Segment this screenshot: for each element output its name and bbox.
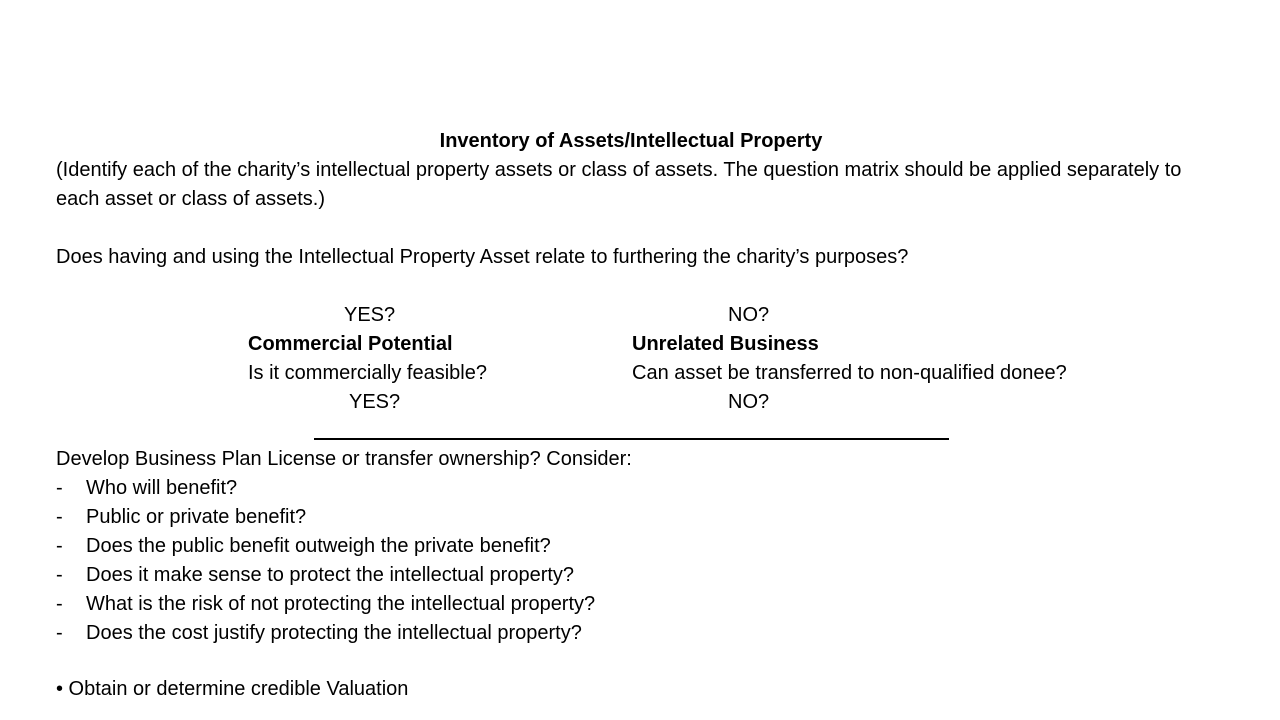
right-answer-no: NO? [728, 304, 770, 326]
right-heading-unrelated-business: Unrelated Business [632, 333, 819, 355]
right-sub-answer-no: NO? [728, 391, 770, 413]
dash-marker: - [56, 593, 63, 615]
left-question-feasible: Is it commercially feasible? [248, 362, 487, 384]
page-title: Inventory of Assets/Intellectual Property [439, 130, 823, 152]
left-sub-answer-yes: YES? [349, 391, 401, 413]
dash-marker: - [56, 477, 63, 499]
intro-instructions: (Identify each of the charity’s intellectual property assets or class of assets. The question matrix should be applied separately to each asset or class of assets.) [56, 159, 1182, 210]
dash-marker: - [56, 622, 63, 644]
dash-marker: - [56, 535, 63, 557]
right-question-transfer: Can asset be transferred to non-qualified donee? [632, 362, 1067, 384]
left-heading-commercial-potential: Commercial Potential [248, 333, 453, 355]
dash-marker: - [56, 506, 63, 528]
dash-marker: - [56, 564, 63, 586]
valuation-bullet: • Obtain or determine credible Valuation [56, 678, 409, 700]
consider-heading: Develop Business Plan License or transfer ownership? Consider: [56, 448, 632, 470]
main-question: Does having and using the Intellectual Property Asset relate to furthering the charity’s purposes? [56, 246, 909, 268]
divider-line [314, 438, 949, 440]
left-answer-yes: YES? [344, 304, 396, 326]
